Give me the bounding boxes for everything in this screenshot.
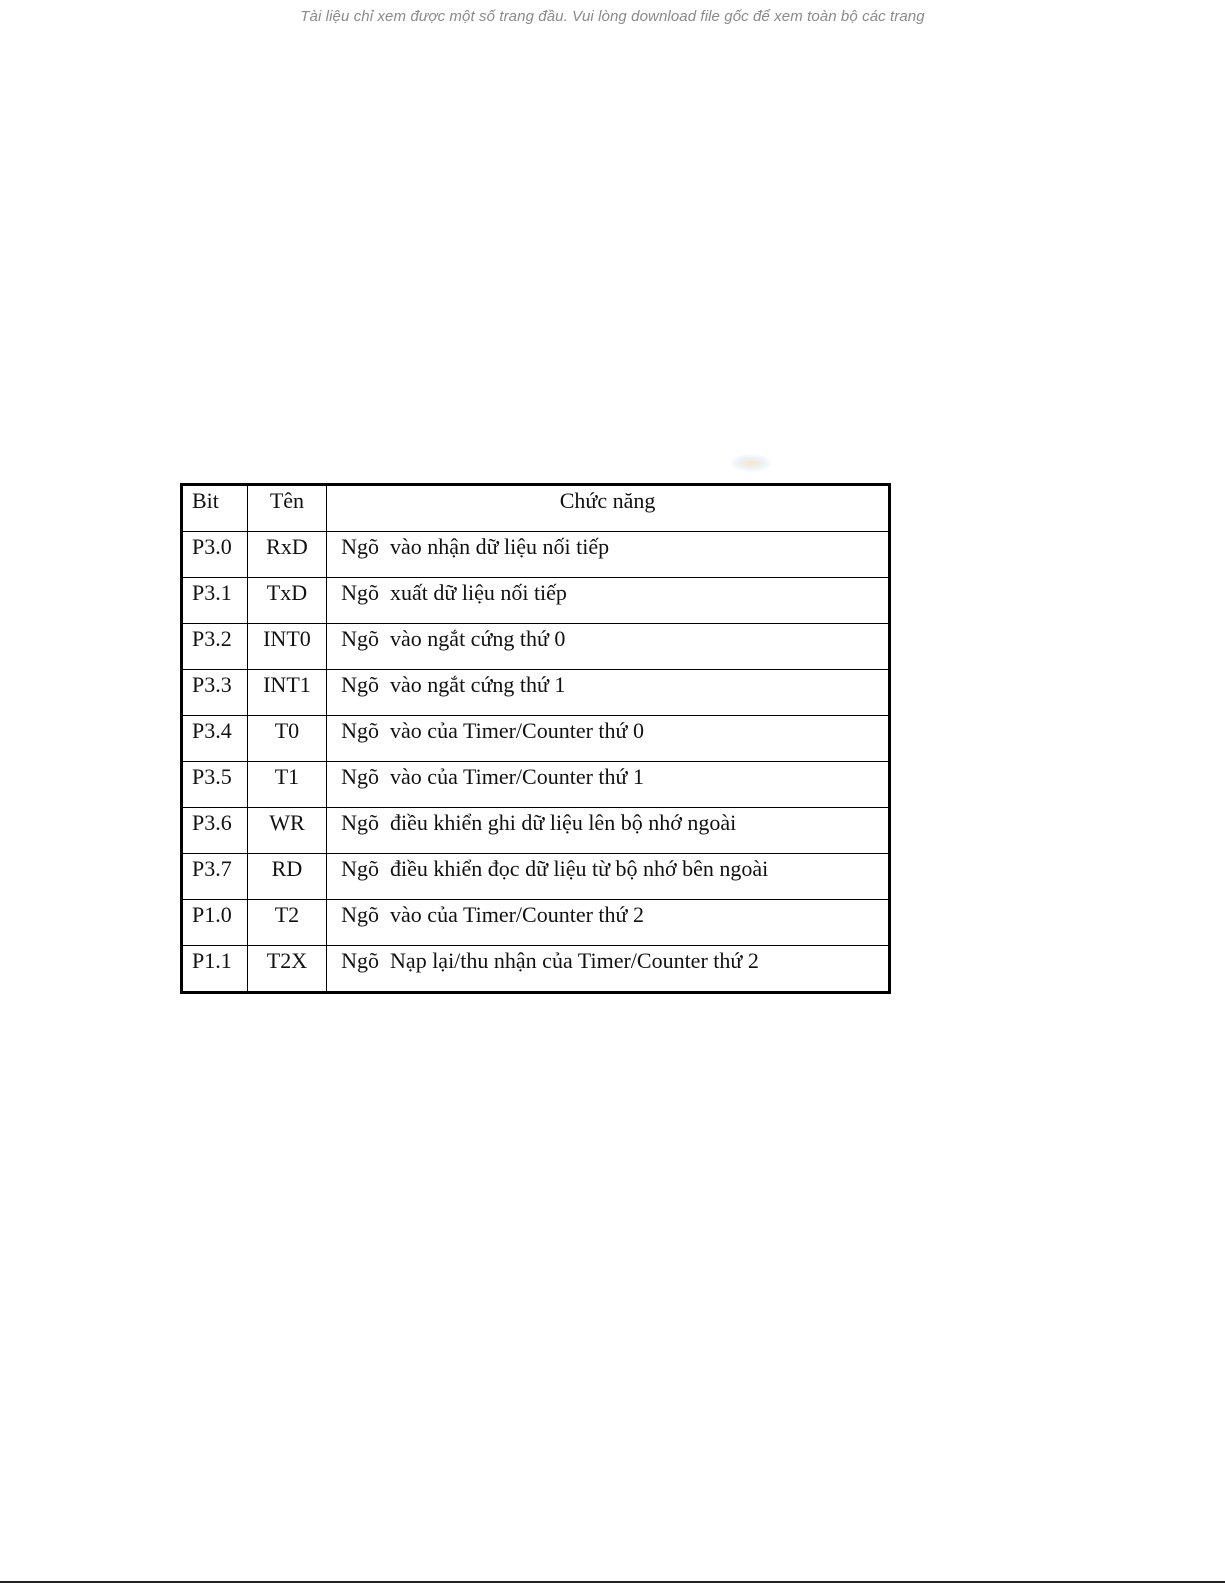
header-bit: Bit — [182, 485, 248, 532]
cell-function: Ngõ vào của Timer/Counter thứ 0 — [327, 716, 890, 762]
cell-bit: P3.2 — [182, 624, 248, 670]
cell-function: Ngõ điều khiển ghi dữ liệu lên bộ nhớ ngoài — [327, 808, 890, 854]
table-row — [182, 762, 890, 808]
scan-smudge — [730, 454, 772, 472]
header-name: Tên — [247, 485, 326, 532]
cell-name: INT1 — [247, 670, 326, 716]
page-bottom-rule — [0, 1581, 1225, 1583]
cell-name: TxD — [247, 578, 326, 624]
cell-bit: P3.0 — [182, 532, 248, 578]
cell-bit: P3.3 — [182, 670, 248, 716]
cell-bit: P1.1 — [182, 946, 248, 993]
cell-name: T2X — [247, 946, 326, 993]
cell-bit: P3.4 — [182, 716, 248, 762]
cell-name: RxD — [247, 532, 326, 578]
table-row — [182, 716, 890, 762]
table-row — [182, 900, 890, 946]
table-row — [182, 946, 890, 993]
table-row — [182, 670, 890, 716]
table-row — [182, 808, 890, 854]
cell-bit: P3.7 — [182, 854, 248, 900]
cell-name: INT0 — [247, 624, 326, 670]
cell-function: Ngõ Nạp lại/thu nhận của Timer/Counter thứ 2 — [327, 946, 890, 993]
cell-function: Ngõ xuất dữ liệu nối tiếp — [327, 578, 890, 624]
cell-bit: P3.5 — [182, 762, 248, 808]
cell-name: RD — [247, 854, 326, 900]
cell-name: WR — [247, 808, 326, 854]
table-row — [182, 578, 890, 624]
cell-name: T2 — [247, 900, 326, 946]
preview-watermark: Tài liệu chỉ xem được một số trang đầu. Vui lòng download file gốc để xem toàn bộ các trang — [300, 8, 925, 25]
cell-bit: P3.6 — [182, 808, 248, 854]
cell-bit: P1.0 — [182, 900, 248, 946]
cell-function: Ngõ vào của Timer/Counter thứ 1 — [327, 762, 890, 808]
cell-function: Ngõ vào ngắt cứng thứ 0 — [327, 624, 890, 670]
cell-name: T1 — [247, 762, 326, 808]
cell-function: Ngõ vào ngắt cứng thứ 1 — [327, 670, 890, 716]
cell-bit: P3.1 — [182, 578, 248, 624]
table-row — [182, 624, 890, 670]
table-header-row — [182, 485, 890, 532]
pin-function-table — [180, 483, 891, 994]
cell-function: Ngõ vào nhận dữ liệu nối tiếp — [327, 532, 890, 578]
table-row — [182, 532, 890, 578]
table-row — [182, 854, 890, 900]
cell-name: T0 — [247, 716, 326, 762]
cell-function: Ngõ điều khiển đọc dữ liệu từ bộ nhớ bên ngoài — [327, 854, 890, 900]
header-function: Chức năng — [327, 485, 890, 532]
cell-function: Ngõ vào của Timer/Counter thứ 2 — [327, 900, 890, 946]
